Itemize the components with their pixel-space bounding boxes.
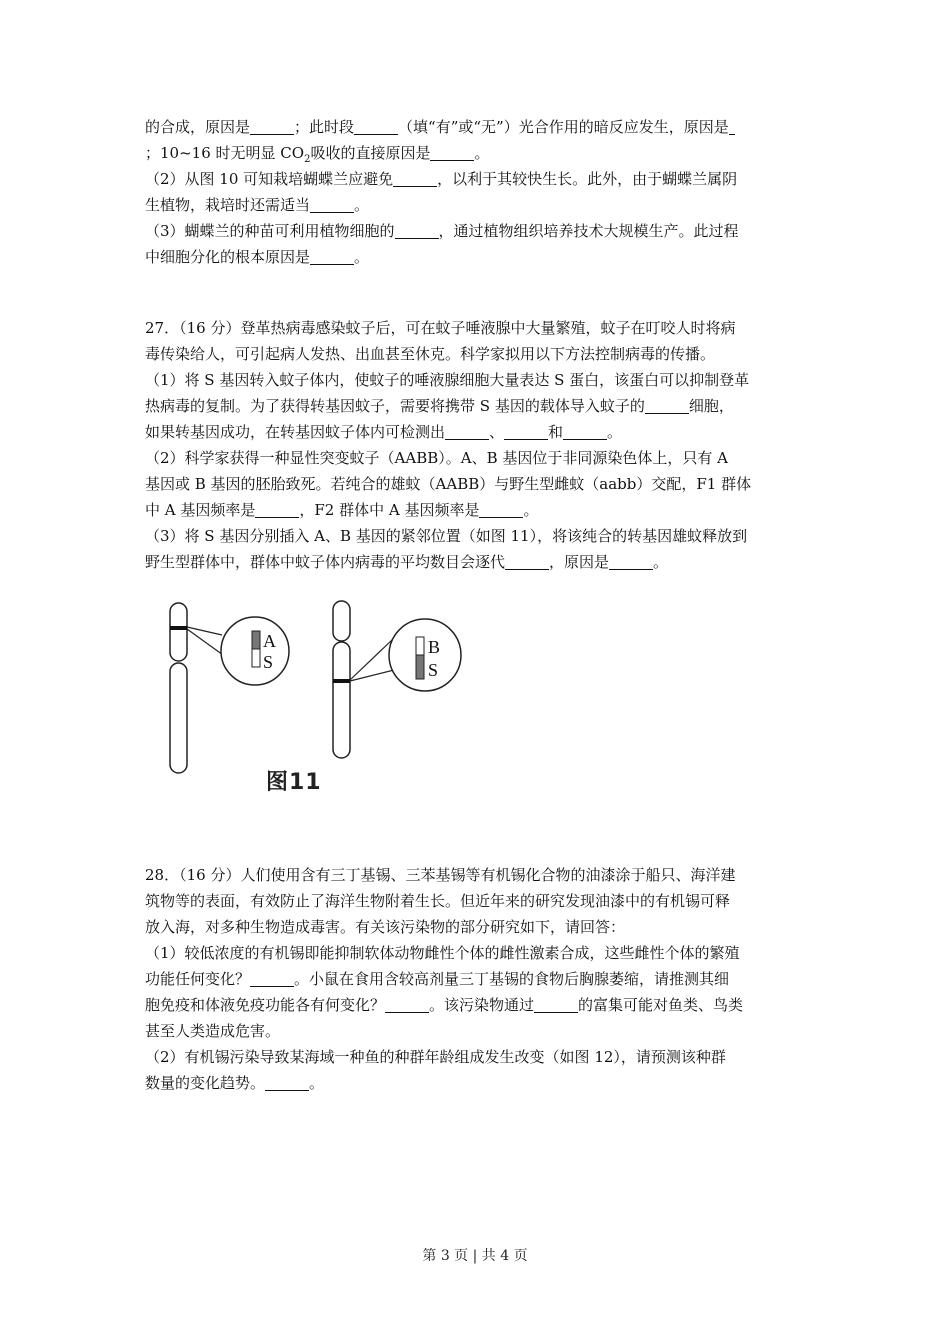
sub-question-line: 甚至人类造成危害。 [145,1022,281,1040]
text: 。 [523,501,539,519]
sub-question-line [145,966,810,992]
text: （2）从图 10 可知栽培蝴蝶兰应避免 [145,170,394,188]
text: 。 [474,144,490,162]
text: 生植物，栽培时还需适当 [145,196,311,214]
sub-question-line: （3）将 S 基因分别插入 A、B 基因的紧邻位置（如图 11），将该纯合的转基因雄蚊释放到 [145,527,748,545]
sub-question-line [145,419,810,445]
sub-question-line [145,992,810,1018]
text: 的富集可能对鱼类、鸟类 [578,996,744,1014]
figure-caption: 图11 [266,770,322,795]
sub-question-line: （2）科学家获得一种显性突变蚊子（AABB）。A、B 基因位于非同源染色体上，只有 A [145,449,728,467]
text: 。 [354,196,370,214]
answer-blank[interactable] [609,553,653,570]
answer-blank[interactable] [534,996,578,1013]
text-line [145,192,810,218]
text: 和 [548,423,564,441]
answer-blank[interactable] [505,553,549,570]
chromosome-a [170,603,289,773]
question-27 [145,315,810,575]
answer-blank[interactable] [250,970,294,987]
question-stem-line: 27．（16 分）登革热病毒感染蚊子后，可在蚊子唾液腺中大量繁殖，蚊子在叮咬人时将病 [145,319,736,337]
page-footer: 第 3 页 | 共 4 页 [422,1248,528,1264]
gene-label-b: B [428,637,441,657]
text: ；此时段 [294,118,355,136]
gene-locus-band [170,626,187,630]
answer-blank[interactable] [563,423,607,440]
question-stem-line: 放入海，对多种生物造成毒害。有关该污染物的部分研究如下，请回答： [145,918,626,936]
text: （3）蝴蝶兰的种苗可利用植物细胞的 [145,222,395,240]
text: 热病毒的复制。为了获得转基因蚊子，需要将携带 S 基因的载体导入蚊子的 [145,397,645,415]
answer-blank[interactable] [645,397,689,414]
answer-blank[interactable] [354,118,398,135]
answer-blank[interactable] [265,1074,309,1091]
gene-locus-band [333,679,350,683]
text: 细胞， [688,397,734,415]
answer-blank[interactable] [310,248,354,265]
gene-label-a: A [263,631,276,651]
text: ，以利于其较快生长。此外，由于蝴蝶兰属阴 [437,170,738,188]
text: 、 [489,423,505,441]
text: 。 [309,1074,325,1092]
text: 。 [607,423,623,441]
text: 。该污染物通过 [429,996,535,1014]
question-28 [145,862,810,1096]
gene-label-s: S [263,652,274,672]
text-line [145,114,810,140]
answer-blank[interactable] [385,996,429,1013]
text: 野生型群体中，群体中蚊子体内病毒的平均数目会逐代 [145,553,506,571]
sub-question-line [145,497,810,523]
answer-blank[interactable] [255,501,299,518]
text: （填“有”或“无”）光合作用的暗反应发生，原因是 [398,118,729,136]
text: 的合成，原因是 [145,118,251,136]
text: 数量的变化趋势。 [145,1074,266,1092]
answer-blank[interactable] [504,423,548,440]
zoom-circle-b [389,619,461,691]
text: ，原因是 [549,553,610,571]
chromosome-b [333,601,461,758]
sub-question-line: 基因或 B 基因的胚胎致死。若纯合的雄蚊（AABB）与野生型雌蚊（aabb）交配，F1 群体 [145,475,752,493]
text: ；10~16 时无明显 CO [145,144,305,162]
text-line [145,244,810,270]
text: 如果转基因成功，在转基因蚊子体内可检测出 [145,423,446,441]
text: 胞免疫和体液免疫功能各有何变化？ [145,996,386,1014]
answer-blank[interactable] [445,423,489,440]
answer-blank[interactable] [430,144,474,161]
sub-question-line [145,393,810,419]
sub-question-line: （1）较低浓度的有机锡即能抑制软体动物雌性个体的雌性激素合成，这些雌性个体的繁殖 [145,944,740,962]
text: 。 [354,248,370,266]
text: 吸收的直接原因是 [310,144,431,162]
text: 。 [653,553,669,571]
answer-blank[interactable] [729,118,735,135]
text-line [145,140,810,166]
text: 功能任何变化？ [145,970,251,988]
answer-blank[interactable] [250,118,294,135]
sub-question-line [145,1070,810,1096]
text: 。小鼠在食用含较高剂量三丁基锡的食物后胸腺萎缩，请推测其细 [294,970,730,988]
subscript: 2 [304,154,311,165]
gene-label-s: S [428,660,439,680]
question-26-continuation [145,114,810,270]
question-stem-line: 28．（16 分）人们使用含有三丁基锡、三苯基锡等有机锡化合物的油漆涂于船只、海洋建 [145,866,736,884]
answer-blank[interactable] [395,222,439,239]
sub-question-line: （2）有机锡污染导致某海域一种鱼的种群年龄组成发生改变（如图 12），请预测该种群 [145,1048,726,1066]
text: ，通过植物组织培养技术大规模生产。此过程 [438,222,739,240]
question-stem-line: 毒传染给人，可引起病人发热、出血甚至休克。科学家拟用以下方法控制病毒的传播。 [145,345,716,363]
sub-question-line: （1）将 S 基因转入蚊子体内，使蚊子的唾液腺细胞大量表达 S 蛋白，该蛋白可以抑制登革 [145,371,750,389]
text: ，F2 群体中 A 基因频率是 [299,501,480,519]
question-stem-line: 筑物等的表面，有效防止了海洋生物附着生长。但近年来的研究发现油漆中的有机锡可释 [145,892,731,910]
answer-blank[interactable] [393,170,437,187]
text-line [145,166,810,192]
answer-blank[interactable] [479,501,523,518]
text: 中 A 基因频率是 [145,501,256,519]
text-line [145,218,810,244]
text: 中细胞分化的根本原因是 [145,248,311,266]
answer-blank[interactable] [310,196,354,213]
